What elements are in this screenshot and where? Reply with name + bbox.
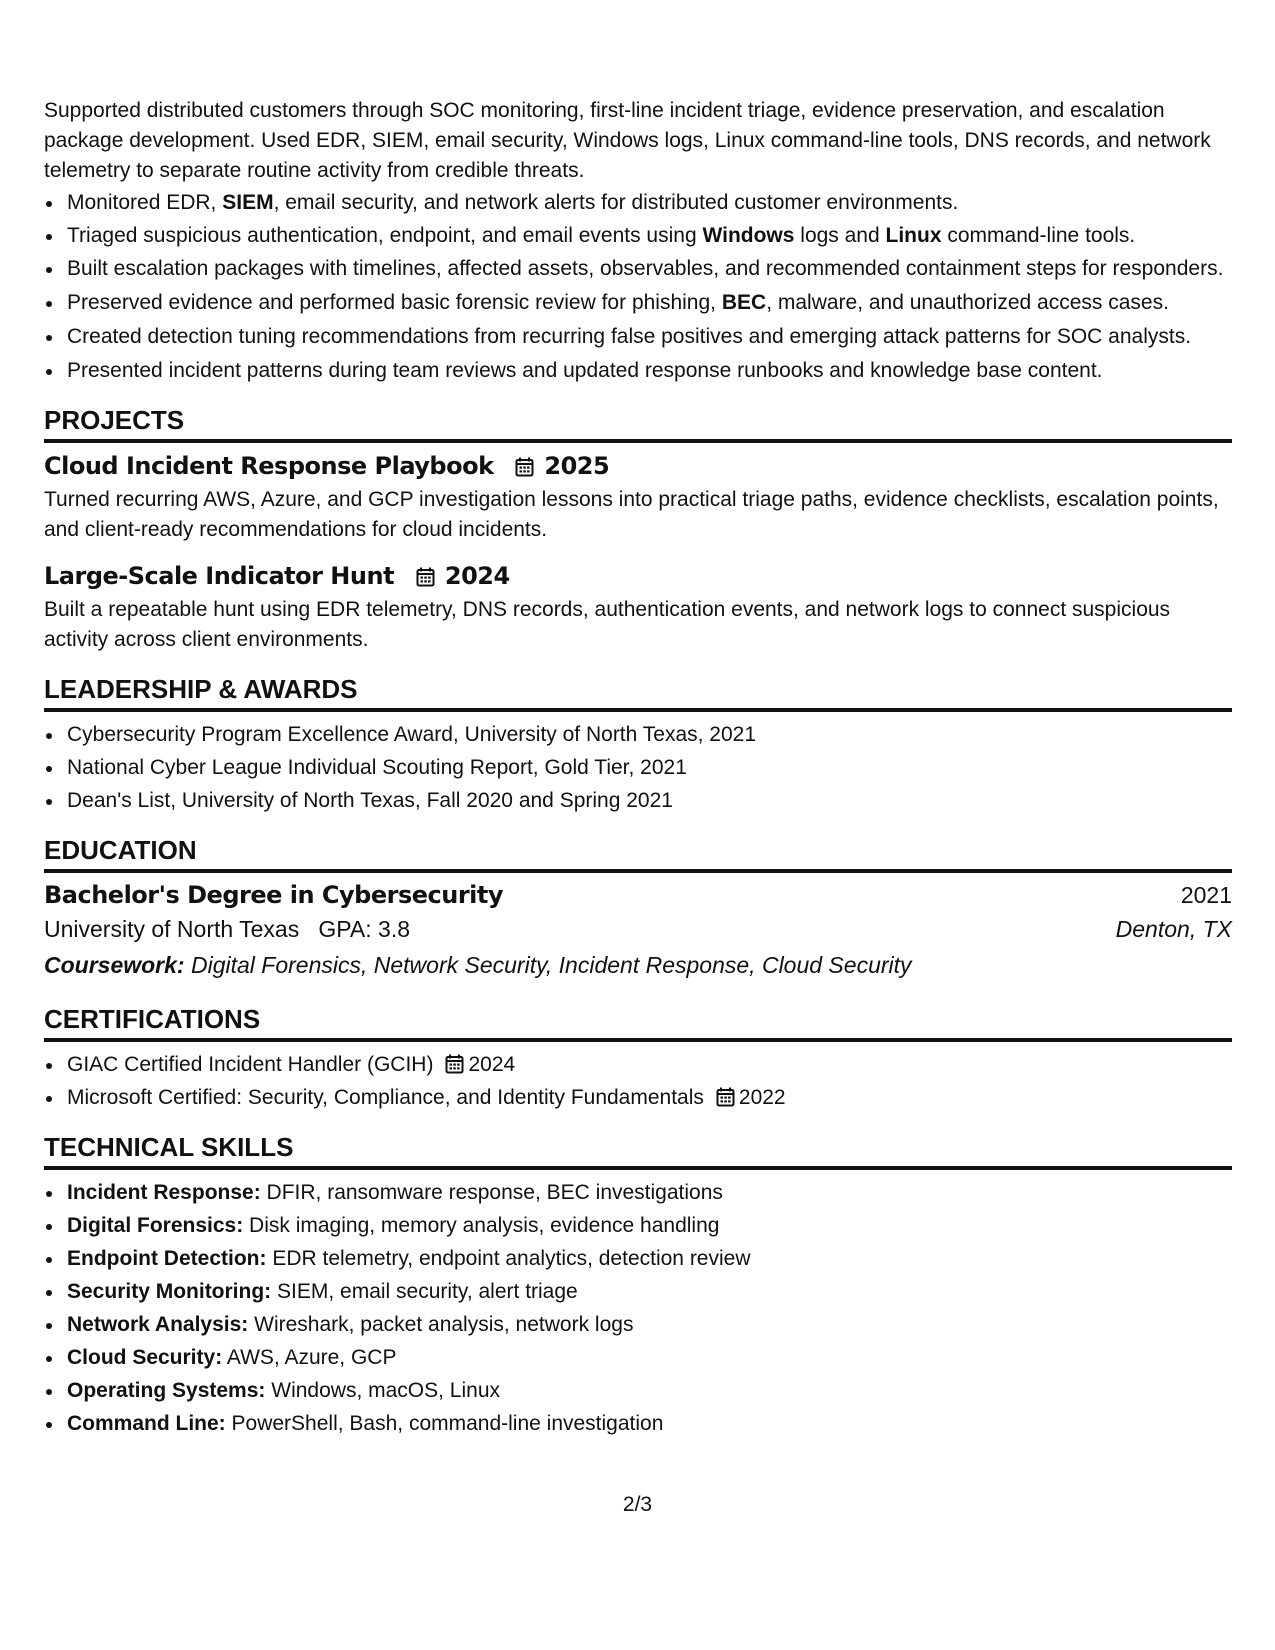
list-item: Presented incident patterns during team reviews and updated response runbooks and knowledge base content. bbox=[67, 356, 1232, 386]
leadership-list bbox=[44, 720, 1232, 816]
certification-name: GIAC Certified Incident Handler (GCIH) bbox=[67, 1053, 434, 1076]
leadership-section bbox=[44, 673, 1232, 816]
section-title-projects: PROJECTS bbox=[44, 404, 1232, 443]
degree-name: Bachelor's Degree in Cybersecurity bbox=[44, 881, 504, 909]
list-item: Preserved evidence and performed basic forensic review for phishing, BEC, malware, and unauthorized access cases. bbox=[67, 288, 1232, 318]
section-title-leadership: LEADERSHIP & AWARDS bbox=[44, 673, 1232, 712]
skill-value: Disk imaging, memory analysis, evidence handling bbox=[249, 1214, 720, 1237]
project-description: Turned recurring AWS, Azure, and GCP investigation lessons into practical triage paths, evidence checklists, escalation points, and client-ready recommendations for cloud incidents. bbox=[44, 488, 1219, 541]
skill-label: Security Monitoring: bbox=[67, 1280, 272, 1303]
skill-value: PowerShell, Bash, command-line investigation bbox=[231, 1412, 664, 1435]
project-heading bbox=[44, 451, 1232, 481]
project-year: 2024 bbox=[444, 562, 510, 590]
gpa: GPA: 3.8 bbox=[318, 916, 411, 942]
experience-summary: Supported distributed customers through SOC monitoring, first-line incident triage, evidence preservation, and escalation package development. Used EDR, SIEM, email security, Windows logs, Linux command-line tools, DNS records, and network telemetry to separate routine activity from credible threats. bbox=[44, 99, 1211, 182]
project-description: Built a repeatable hunt using EDR telemetry, DNS records, authentication events, and network logs to connect suspicious activity across client environments. bbox=[44, 598, 1171, 651]
list-item bbox=[67, 1211, 1232, 1241]
coursework-label: Coursework: bbox=[44, 952, 185, 978]
coursework-list: Digital Forensics, Network Security, Incident Response, Cloud Security bbox=[190, 952, 912, 978]
coursework bbox=[44, 947, 1232, 983]
skills-section bbox=[44, 1131, 1232, 1439]
skills-list bbox=[44, 1178, 1232, 1439]
section-title-skills: TECHNICAL SKILLS bbox=[44, 1131, 1232, 1170]
education-degree-row bbox=[44, 879, 1232, 911]
list-item bbox=[67, 1083, 1232, 1113]
skill-value: EDR telemetry, endpoint analytics, detection review bbox=[272, 1247, 751, 1270]
list-item: National Cyber League Individual Scouting Report, Gold Tier, 2021 bbox=[67, 753, 1232, 783]
project-name: Cloud Incident Response Playbook bbox=[44, 452, 494, 480]
education-school-row bbox=[44, 911, 1232, 947]
certifications-section bbox=[44, 1003, 1232, 1113]
list-item bbox=[67, 1376, 1232, 1406]
calendar-icon bbox=[515, 457, 534, 477]
skill-label: Digital Forensics: bbox=[67, 1214, 244, 1237]
list-item bbox=[67, 1050, 1232, 1080]
project-year: 2025 bbox=[544, 452, 610, 480]
list-item bbox=[67, 1343, 1232, 1373]
skill-label: Endpoint Detection: bbox=[67, 1247, 267, 1270]
section-title-education: EDUCATION bbox=[44, 834, 1232, 873]
list-item: Created detection tuning recommendations from recurring false positives and emerging attack patterns for SOC analysts. bbox=[67, 322, 1232, 352]
projects-section bbox=[44, 404, 1232, 655]
skill-value: SIEM, email security, alert triage bbox=[277, 1280, 578, 1303]
list-item bbox=[67, 1277, 1232, 1307]
skill-label: Command Line: bbox=[67, 1412, 226, 1435]
list-item bbox=[67, 1244, 1232, 1274]
skill-value: Windows, macOS, Linux bbox=[271, 1379, 500, 1402]
skill-value: DFIR, ransomware response, BEC investigations bbox=[266, 1181, 723, 1204]
page-number: 2/3 bbox=[622, 1493, 653, 1516]
resume-page bbox=[44, 96, 1232, 1442]
school-location: Denton, TX bbox=[1115, 916, 1232, 942]
calendar-icon bbox=[416, 567, 435, 587]
graduation-year: 2021 bbox=[1180, 882, 1232, 908]
list-item: Cybersecurity Program Excellence Award, University of North Texas, 2021 bbox=[67, 720, 1232, 750]
school-name: University of North Texas bbox=[44, 916, 300, 942]
list-item bbox=[67, 1409, 1232, 1439]
skill-label: Operating Systems: bbox=[67, 1379, 266, 1402]
skill-value: AWS, Azure, GCP bbox=[226, 1346, 397, 1369]
school-line bbox=[44, 911, 410, 947]
calendar-icon bbox=[445, 1054, 464, 1074]
certifications-list bbox=[44, 1050, 1232, 1113]
experience-bullets bbox=[44, 188, 1232, 386]
skill-label: Network Analysis: bbox=[67, 1313, 249, 1336]
list-item: Monitored EDR, SIEM, email security, and network alerts for distributed customer environments. bbox=[67, 188, 1232, 218]
education-section bbox=[44, 834, 1232, 983]
calendar-icon bbox=[716, 1087, 735, 1107]
section-title-certifications: CERTIFICATIONS bbox=[44, 1003, 1232, 1042]
skill-label: Cloud Security: bbox=[67, 1346, 223, 1369]
certification-year: 2024 bbox=[468, 1053, 516, 1076]
list-item: Dean's List, University of North Texas, Fall 2020 and Spring 2021 bbox=[67, 786, 1232, 816]
skill-value: Wireshark, packet analysis, network logs bbox=[254, 1313, 634, 1336]
certification-name: Microsoft Certified: Security, Compliance, and Identity Fundamentals bbox=[67, 1086, 704, 1109]
project-heading bbox=[44, 561, 1232, 591]
list-item: Built escalation packages with timelines, affected assets, observables, and recommended containment steps for responders. bbox=[67, 254, 1232, 284]
certification-year: 2022 bbox=[738, 1086, 786, 1109]
list-item bbox=[67, 1178, 1232, 1208]
list-item: Triaged suspicious authentication, endpoint, and email events using Windows logs and Linux command-line tools. bbox=[67, 221, 1232, 251]
project-name: Large-Scale Indicator Hunt bbox=[44, 562, 395, 590]
list-item bbox=[67, 1310, 1232, 1340]
skill-label: Incident Response: bbox=[67, 1181, 261, 1204]
